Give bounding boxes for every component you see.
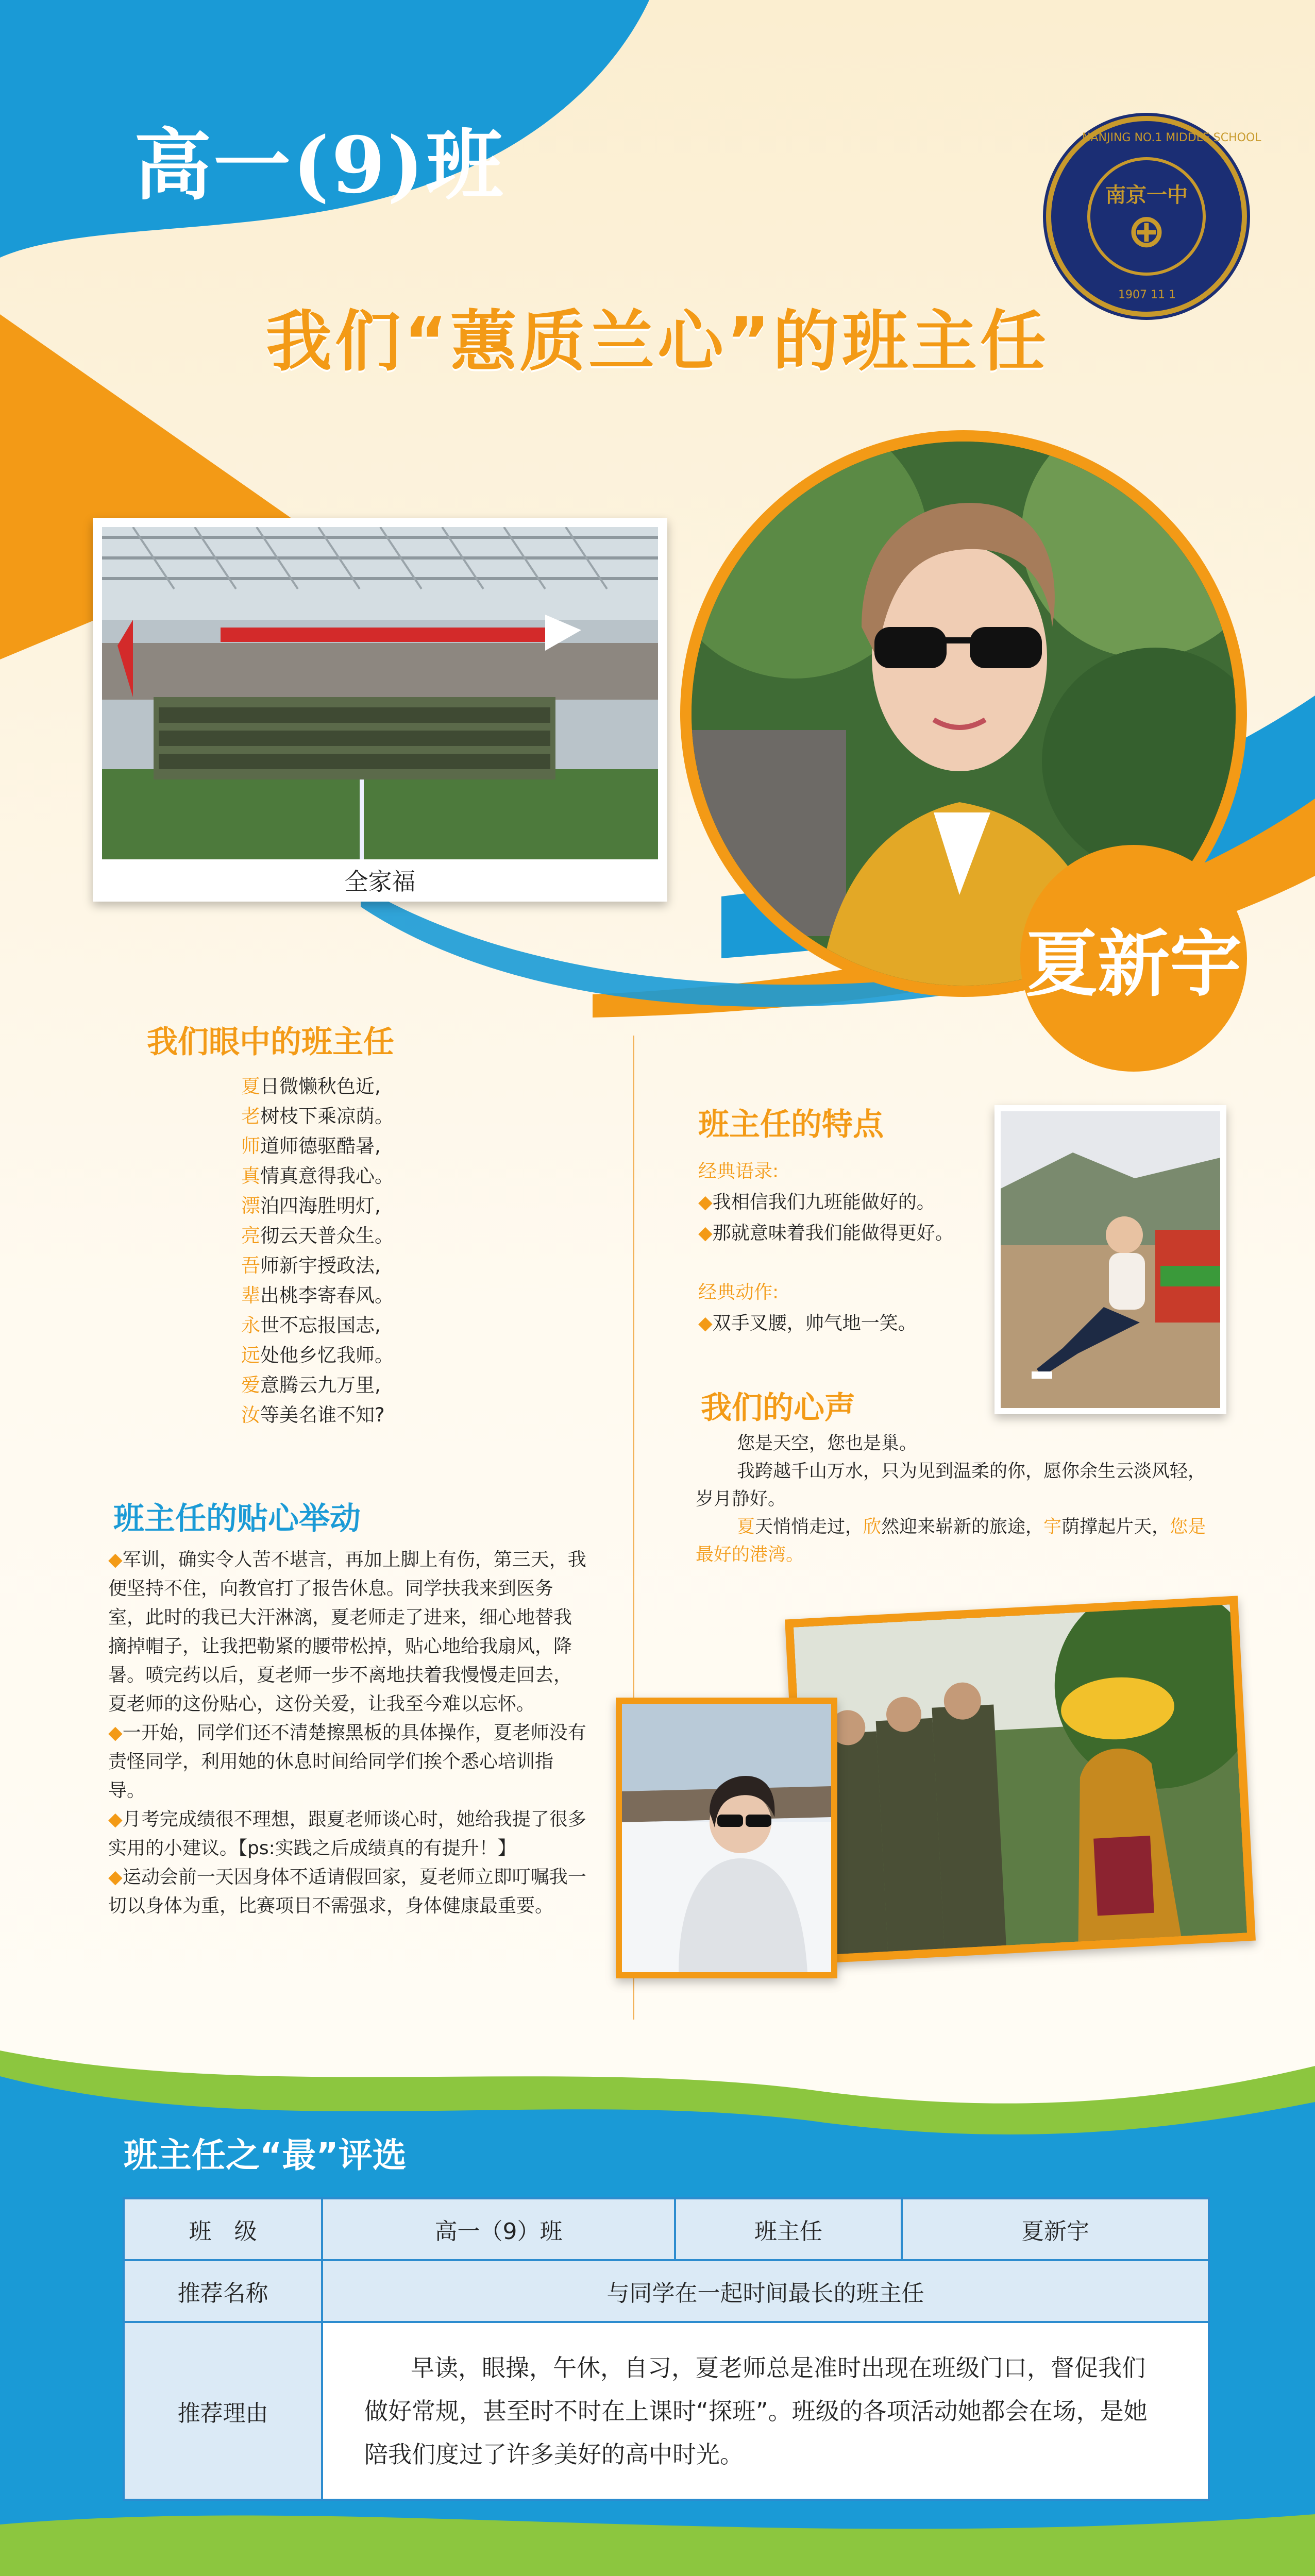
caring-act-text: 一开始，同学们还不清楚擦黑板的具体操作，夏老师没有责怪同学，利用她的休息时间给同学们挨个悉心培训指导。 (108, 1722, 586, 1801)
voice-highlight: 宇 (1043, 1517, 1062, 1537)
poem-text: 师新宇授政法, (260, 1255, 381, 1277)
logo-arc-text: NANJING NO.1 MIDDLE SCHOOL (1082, 131, 1261, 144)
voice-span: 然迎来崭新的旅途， (881, 1517, 1044, 1537)
poem-line (241, 1251, 394, 1281)
poem-line (241, 1101, 394, 1131)
voice-highlight: 欣 (863, 1517, 882, 1537)
poem-line (241, 1281, 394, 1311)
poem-initial: 夏 (241, 1075, 260, 1097)
poem-initial: 永 (241, 1314, 260, 1336)
poem-initial: 老 (241, 1105, 260, 1127)
poem-text: 泊四海胜明灯, (260, 1195, 381, 1217)
poem-line (241, 1131, 394, 1161)
poem-line (241, 1221, 394, 1251)
selection-title: 班主任之“最”评选 (124, 2136, 407, 2175)
group-photo-frame (93, 518, 667, 902)
voice-heading: 我们的心声 (701, 1390, 855, 1426)
voice-span: 荫撑起片天， (1061, 1517, 1170, 1537)
poem-line (241, 1072, 394, 1101)
diamond-bullet-icon: ◆ (108, 1867, 123, 1888)
poem-line (241, 1400, 394, 1430)
quote-text: 那就意味着我们能做得更好。 (712, 1223, 954, 1244)
caring-act-text: 军训，确实令人苦不堪言，再加上脚上有伤，第三天，我便坚持不住，向教官打了报告休息。同学扶我来到医务室，此时的我已大汗淋漓，夏老师走了进来，细心地替我摘掉帽子，让我把勒紧的腰带松掉，贴心地给我扇风，降暑。喷完药以后，夏老师一步不离地扶着我慢慢走回去，夏老师的这份贴心，这份关爱，让我至今难以忘怀。 (108, 1549, 586, 1715)
poem-line (241, 1191, 394, 1221)
quote-item (698, 1218, 954, 1245)
poem-line (241, 1161, 394, 1191)
features-heading: 班主任的特点 (698, 1107, 884, 1143)
logo-year: 1907 11 1 (1118, 289, 1176, 301)
caring-acts-list (108, 1546, 587, 1921)
voice-span: 天悄悄走过， (755, 1517, 864, 1537)
poem-initial: 辈 (241, 1284, 260, 1307)
acrostic-poem (241, 1072, 394, 1430)
caring-acts-heading: 班主任的贴心举动 (113, 1501, 361, 1537)
diamond-bullet-icon: ◆ (108, 1722, 123, 1743)
poem-text: 等美名谁不知? (260, 1404, 385, 1426)
poem-text: 意腾云九万里, (260, 1374, 381, 1396)
teacher-name: 夏新宇 (1025, 922, 1242, 1007)
reason-text: 早读，眼操，午休，自习，夏老师总是准时出现在班级门口，督促我们做好常规，甚至时不时在上课时“探班”。班级的各项活动她都会在场，是她陪我们度过了许多美好的高中时光。 (364, 2353, 1148, 2468)
voice-line (696, 1513, 1211, 1569)
quote-text: 我相信我们九班能做好的。 (712, 1192, 935, 1213)
diamond-bullet-icon: ◆ (698, 1313, 713, 1334)
logo-ring (1087, 157, 1206, 276)
teacher-label-cell: 班主任 (675, 2198, 902, 2260)
voice-highlight: 夏 (737, 1517, 755, 1537)
poem-text: 日微懒秋色近, (260, 1075, 381, 1097)
military-photo (794, 1604, 1247, 1956)
poem-text: 道师德驱酷暑, (260, 1135, 381, 1157)
caring-act-item (108, 1805, 587, 1863)
school-logo (1046, 116, 1261, 317)
reason-label-cell: 推荐理由 (124, 2322, 322, 2500)
diamond-bullet-icon: ◆ (108, 1809, 123, 1830)
our-view-heading: 我们眼中的班主任 (147, 1024, 394, 1060)
poem-initial: 师 (241, 1135, 260, 1157)
group-photo-caption: 全家福 (344, 868, 416, 895)
poem-text: 树枝下乘凉荫。 (260, 1105, 394, 1127)
group-photo (102, 527, 658, 859)
caring-act-item (108, 1719, 587, 1805)
action-label: 经典动作: (698, 1282, 779, 1303)
caring-act-item (108, 1546, 587, 1719)
selection-table (123, 2197, 1210, 2501)
quote-label: 经典语录: (698, 1161, 779, 1182)
reason-value-cell (322, 2322, 1209, 2500)
poem-line (241, 1311, 394, 1341)
table-row (124, 2198, 1209, 2260)
snow-photo (622, 1704, 831, 1972)
logo-emblem-icon: ⊕ (1127, 204, 1166, 258)
poem-initial: 漂 (241, 1195, 260, 1217)
main-title: 我们“蕙质兰心”的班主任 (265, 303, 1050, 380)
poem-line (241, 1370, 394, 1400)
table-row (124, 2322, 1209, 2500)
voice-line: 您是天空，您也是巢。 (737, 1433, 918, 1454)
poem-initial: 真 (241, 1165, 260, 1187)
voice-text (696, 1430, 1211, 1569)
quote-item (698, 1188, 935, 1214)
sitting-photo (1001, 1111, 1220, 1408)
poem-text: 出桃李寄春风。 (260, 1284, 394, 1307)
poem-text: 彻云天普众生。 (260, 1225, 394, 1247)
award-value-cell: 与同学在一起时间最长的班主任 (322, 2260, 1209, 2322)
teacher-name-badge (1020, 845, 1247, 1072)
snow-photo-frame (616, 1698, 837, 1978)
award-label-cell: 推荐名称 (124, 2260, 322, 2322)
poem-initial: 爱 (241, 1374, 260, 1396)
poem-initial: 汝 (241, 1404, 260, 1426)
poem-initial: 远 (241, 1344, 260, 1366)
sitting-photo-frame (994, 1105, 1226, 1414)
poem-line (241, 1341, 394, 1370)
table-row (124, 2260, 1209, 2322)
diamond-bullet-icon: ◆ (698, 1192, 713, 1213)
military-photo-frame (785, 1596, 1256, 1964)
poem-text: 世不忘报国志, (260, 1314, 381, 1336)
poem-initial: 吾 (241, 1255, 260, 1277)
voice-line: 我跨越千山万水，只为见到温柔的你，愿你余生云淡风轻，岁月静好。 (696, 1461, 1206, 1510)
caring-act-item (108, 1863, 587, 1921)
logo-school-name: 南京一中 (1105, 183, 1188, 207)
diamond-bullet-icon: ◆ (108, 1549, 123, 1570)
action-item (698, 1309, 917, 1335)
grade-value-cell: 高一（9）班 (322, 2198, 675, 2260)
caring-act-text: 运动会前一天因身体不适请假回家，夏老师立即叮嘱我一切以身体为重，比赛项目不需强求，身体健康最重要。 (108, 1867, 586, 1917)
poem-initial: 亮 (241, 1225, 260, 1247)
voice-highlight: 您是最好的港湾。 (696, 1517, 1206, 1565)
grade-label-cell: 班 级 (124, 2198, 322, 2260)
class-title: 高一(9)班 (134, 120, 505, 211)
poem-text: 处他乡忆我师。 (260, 1344, 394, 1366)
action-text: 双手叉腰，帅气地一笑。 (712, 1313, 917, 1334)
teacher-value-cell: 夏新宇 (902, 2198, 1209, 2260)
caring-act-text: 月考完成绩很不理想，跟夏老师谈心时，她给我提了很多实用的小建议。【ps:实践之后成绩真的有提升！】 (108, 1809, 586, 1859)
diamond-bullet-icon: ◆ (698, 1223, 713, 1244)
poem-text: 情真意得我心。 (260, 1165, 394, 1187)
